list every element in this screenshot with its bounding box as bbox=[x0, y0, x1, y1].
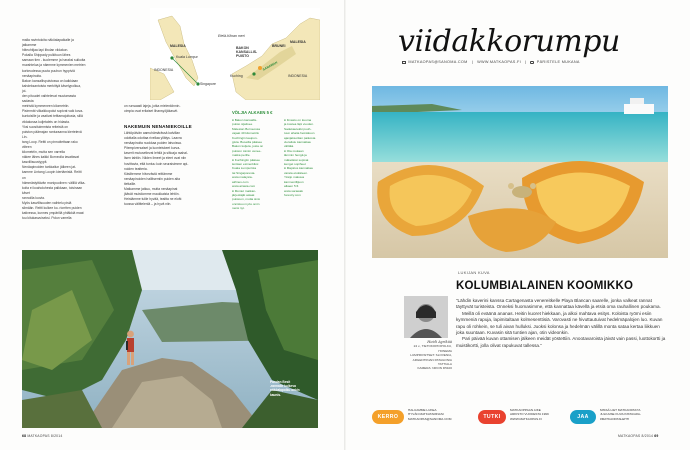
article-line: hiiteuhtijaa lapi ilbolan viidakon. bbox=[22, 48, 69, 53]
map-label-sea: Etelä-Kiinan meri bbox=[218, 34, 245, 38]
info-line: mäkelässi sopivat bbox=[284, 157, 309, 162]
article-line: samaan tien - kuolemme ja haraksi sulkoita bbox=[22, 58, 86, 63]
info-line: www.sarawak bbox=[284, 188, 303, 193]
article-column-1 bbox=[22, 38, 86, 221]
author-detail: ARGENTIINAN PATAGONIA bbox=[412, 357, 452, 362]
author-caption bbox=[400, 340, 452, 371]
map-label-indonesia-west: INDONESIA bbox=[154, 68, 174, 72]
article-line: lisen tahtiin. Niiden ilmeet ja eleet ovat niin bbox=[124, 156, 187, 161]
article-line: puiston päämajan ranturaanna kiertelevä Lin- bbox=[22, 129, 82, 139]
article-line: tiettaille. bbox=[124, 181, 137, 186]
map-label-malesia-west: MALESIA bbox=[170, 44, 186, 48]
info-line: vierailuiu kannattaa bbox=[284, 140, 311, 145]
map-label-bako-park: BAKON KANSALLIS-PUISTO bbox=[236, 46, 258, 58]
info-line: Kuala Lumpurista bbox=[232, 166, 257, 171]
map-label-indonesia-east: INDONESIA bbox=[288, 74, 308, 78]
info-line: ● Bakon kansallis- bbox=[232, 118, 258, 122]
practical-info-col-1 bbox=[232, 118, 280, 211]
author-detail: LUMPROSITSET: SLOVENIA, bbox=[410, 353, 452, 358]
section-heading: NAKEMUIN NENANIEKOILLE bbox=[124, 124, 192, 129]
map-label-sarawak: SARAWAK bbox=[262, 60, 279, 72]
info-line: Sadekautekki puuh- bbox=[284, 126, 312, 131]
article-line: Yksi suosituimmista reiteistä on bbox=[22, 124, 68, 129]
info-line: Kuchingin kaupun- bbox=[232, 135, 258, 140]
byline-social: PÄRISTELE MUKANA bbox=[536, 60, 580, 64]
badge-jaa: JAA bbox=[570, 410, 596, 424]
article-line: koita ei koaholuhesta palkkaan, toisinaan kävet bbox=[22, 185, 83, 195]
badge-text-line[interactable]: #MATKAOPASLEHTI bbox=[600, 416, 630, 421]
story-body bbox=[456, 298, 666, 349]
info-line: puiston toimin venee- bbox=[232, 148, 262, 153]
section-title: viidakkorumpu bbox=[398, 24, 620, 59]
article-line: näkee lähes kaikki Borneolla tavattavat bbox=[22, 155, 79, 160]
info-line: järjestäjät asiaat bbox=[232, 192, 255, 197]
map-label-brunei: BRUNEI bbox=[272, 44, 286, 48]
article-line: jäävät muistiomme maukkaista lehtiin. bbox=[124, 192, 180, 197]
badge-text-line: HALUAMME LUKEA bbox=[408, 408, 437, 412]
info-line: ajanjaksoittan paikosta bbox=[284, 135, 316, 140]
info-line: kanmenillijuun bbox=[284, 179, 304, 184]
article-line: tang Loop. Reitti on pinnoitettaan rako viiteen bbox=[22, 139, 78, 149]
info-line: ● Kuchingiin pääsee bbox=[232, 157, 261, 162]
article-column-1-lines bbox=[22, 38, 86, 221]
article-line: Pokalla Shippady pulkituun lähes bbox=[22, 53, 71, 58]
badge-text-line[interactable]: WWW.MATKAOPAS.FI bbox=[510, 416, 542, 421]
boat bbox=[624, 104, 654, 114]
mail-icon bbox=[402, 61, 406, 64]
info-line: välttää. bbox=[284, 144, 294, 149]
social-icon bbox=[530, 61, 534, 64]
badge-text-line: MISSÄ LIET MATKAOPAS?A bbox=[600, 408, 641, 412]
section-byline: MATKAOPAS@SANOMA.COM | WWW.MATKAOPAS.FI | PÄRISTELE MUKANA bbox=[402, 60, 580, 64]
article-line: Lähtöpäivän aamuhämärässä kalvillan bbox=[124, 131, 181, 135]
story-kicker: LUKIJAN KUVA bbox=[458, 270, 490, 275]
map-graphic bbox=[150, 8, 320, 100]
map-label-singapore: Singapore bbox=[200, 82, 216, 86]
crab-pineapple-photo bbox=[372, 86, 668, 258]
article-line: nenäapinoiden hallitsemiin puiden alta bbox=[124, 176, 180, 181]
article-line: den pituudet vaihtelevat muutamasta sadasta bbox=[22, 94, 76, 104]
info-line: varata etukäteen. bbox=[284, 170, 308, 175]
page-number-right: 69 bbox=[654, 434, 659, 438]
article-column-2b bbox=[124, 131, 224, 207]
article-line: hämmästyttävän monipuolinen: välillä vilka- bbox=[22, 180, 86, 185]
article-line: kamme Lintang Loopin kiertämistä. Reitti on bbox=[22, 170, 82, 180]
badge-kerro: KERRO bbox=[372, 410, 404, 424]
article-line: korkeudessa puuta puuhun hyppiviä bbox=[22, 68, 75, 73]
story-paragraph: Meillä oli eväänä ananas. Heitin kuoret hiekkaan, ja alkoi mahtava esitys. Koloista ryömi esiin kymmeniä rapuja, lapimitaltaan kolmesenttisiä. Varovasti ne hivuttautuivat hedelmäpalojen luo. Kuvan rapu oli rohkein, se tuli aivan hulluksi. Juoksi kolonsa ja hedelmän välillä monta sataa kertaa liikkuen joka suuntaan. Kuvasin sitä tuntien ajan, otin videonkin. bbox=[456, 310, 663, 336]
article-column-2-lines bbox=[124, 104, 224, 114]
kuching-marker bbox=[252, 72, 255, 75]
folio-left bbox=[22, 434, 62, 438]
issue-label-left: MATKAOPAS 8/2014 bbox=[27, 434, 63, 438]
info-line: puisto sijaitsee bbox=[232, 122, 253, 127]
article-line: Nenäapinoiden tarkkailun jälkeen jat- bbox=[22, 165, 77, 170]
info-line: puistoon, mutta sinä bbox=[232, 197, 260, 202]
article-line: tuossa välittelenlä – ja hyvä niin. bbox=[124, 202, 172, 207]
article-line: odottalla odottaa rivellaa yllätys. Laavra bbox=[124, 136, 182, 141]
story-title: KOLUMBIALAINEN KOOMIKKO bbox=[456, 280, 634, 292]
article-line: Bakon kansallispuistossa on kaikkiaan bbox=[22, 78, 79, 83]
badge-text-line[interactable]: MATKAOPAS@SANOMA.COM bbox=[408, 416, 452, 421]
author-detail: KAMERA: NIKON D5100 bbox=[417, 366, 452, 371]
article-line: kaverit mutusetlevat lehtiä ja siltoaja raahal- bbox=[124, 151, 188, 156]
article-line: kativessa, kunnes ympärillä yhtäkkiä maat bbox=[22, 211, 84, 216]
article-line: rannoilla luovia. bbox=[22, 195, 45, 200]
info-line: airlines.com bbox=[232, 179, 249, 184]
folio-right bbox=[618, 434, 658, 438]
article-line: Heistämme tulile hyvää, teaitta ne elvät bbox=[124, 197, 182, 202]
badge-text-line: ARKISTO VUODESTA 1999 bbox=[510, 412, 549, 417]
map-label-kuching: Kuching bbox=[230, 74, 243, 78]
photo-caption-line: Pandan Besit bbox=[270, 380, 291, 384]
article-line: huvittavia, että tuntuu kuin seuraisimme api- bbox=[124, 161, 189, 166]
badge-tutki: TUTKI bbox=[478, 410, 506, 424]
author-detail: TATTIALA bbox=[438, 362, 452, 367]
info-line: ● Ota mukaan bbox=[284, 148, 304, 153]
map-label-malesia-east: MALESIA bbox=[290, 40, 306, 44]
info-line: vajaat 40 kilometriä bbox=[232, 131, 259, 136]
article-line: nenäapinoita nuokkaa puiden latvoissa. bbox=[124, 141, 182, 146]
borneo-map bbox=[150, 8, 320, 100]
article-line: on runsaasti lajeja, jotka mielenkiinnin- bbox=[124, 104, 181, 108]
info-line: Yksijo makuua bbox=[284, 175, 305, 180]
badge-text-line: HYVÄN MATKATARINASI bbox=[408, 412, 444, 417]
article-line: kuntoisille ja vaativat telttamajoitusta, sillä bbox=[22, 114, 83, 119]
article-column-2b-lines bbox=[124, 131, 224, 207]
info-line: lämmin hengä ja bbox=[284, 153, 307, 158]
info-line: www.airasia.com bbox=[232, 184, 256, 189]
page-number-left: 68 bbox=[22, 434, 27, 438]
article-line: silmään. Reitti kulkee ko- riorriten puiden bbox=[22, 206, 82, 211]
article-line: Käsiltemme hiivevästä reittämme bbox=[124, 171, 173, 176]
info-line: ● Moniet matkan- bbox=[232, 188, 257, 193]
article-line: viidakossa kuljetaleis on hidasta. bbox=[22, 119, 70, 124]
story-paragraph: ”Lähdin kaverini kanssa Cartagenasta venereitkelle Playa Blancan saarelle, jonka valkeat rannat täyttyvät turisteista. Onneksi huomasimme, että kannattaa kävellä ja etsiä oma rauhallinen poukama. bbox=[456, 298, 661, 310]
issue-label-right: MATKAOPAS 8/2014 bbox=[618, 434, 654, 438]
info-line: kenget sopiheet bbox=[284, 162, 306, 167]
info-line: ● Ilmasto on kuuma bbox=[284, 118, 312, 122]
info-line: nenä nyt. bbox=[232, 206, 245, 211]
article-line: nenäapinoita. bbox=[22, 73, 42, 78]
practical-info-heading: VÖLJIA ALKAEN 5 € bbox=[232, 110, 273, 115]
info-line: Malesian Borneossa bbox=[232, 126, 261, 131]
author-portrait bbox=[404, 296, 448, 338]
info-line: lentäen esimerkiksi bbox=[232, 162, 259, 167]
info-line: Bakon kuljeta, josta on bbox=[232, 144, 264, 149]
badge-text-line: MATKAOPPAAN AIKE bbox=[510, 408, 541, 412]
article-line: Pitempiversaiset ja luonteiskeet kurva- bbox=[124, 146, 181, 151]
byline-website[interactable]: WWW.MATKAOPAS.FI bbox=[477, 60, 521, 64]
badge-text-line: JULKAISE KUVA INSTAGRA- bbox=[600, 412, 641, 417]
article-line: Matkamme jatkuu, mutta nenäapinat bbox=[124, 187, 178, 192]
info-line: forestry.com bbox=[284, 192, 301, 197]
photo-caption-line: -rannalle kulkeva bbox=[270, 384, 296, 389]
story-paragraph: Pari päivää kuvan ottamisen jälkeen meidät yöstettiin. Anootavaroista jäivät vain passi, luottokortti ja muistikortti, jolla olivat rapukuvat tallessa.” bbox=[456, 336, 666, 348]
article-line: murahtelua ja näemme kymmenien metrien bbox=[22, 63, 86, 68]
spine-gutter bbox=[344, 0, 346, 450]
info-line: onnistuu myös omin bbox=[232, 201, 260, 206]
info-line: matka perille. bbox=[232, 153, 251, 158]
photo-caption-line: näköalapolku onkin bbox=[270, 388, 300, 393]
byline-email[interactable]: MATKAOPAS@SANOMA.COM bbox=[408, 60, 468, 64]
practical-info-col-2 bbox=[284, 118, 332, 197]
info-line: tuun ahaita heinäkuun bbox=[284, 131, 315, 136]
article-line: Myös kasvillisuuden vaihtelu pisiä bbox=[22, 201, 72, 205]
info-line: alkaen 5 €. bbox=[284, 184, 300, 189]
info-line: ja kostea läpi vuoden. bbox=[284, 122, 314, 127]
info-line: www.malaysia- bbox=[232, 175, 253, 180]
article-column-2 bbox=[124, 104, 224, 114]
info-line: tai Singaporesta. bbox=[232, 170, 256, 175]
article-line: metristä kymmeneen kilometriin. bbox=[22, 104, 70, 109]
article-line: Pisimmät vilkaikkopolut sopivat vaik kova- bbox=[22, 109, 84, 114]
author-detail: HONEMA bbox=[438, 348, 452, 353]
jungle-trail-photo bbox=[22, 250, 318, 428]
author-name: Heidi Ayrikää bbox=[427, 340, 452, 344]
article-line: kasvillisuustyypit. bbox=[22, 160, 48, 165]
article-line: malla ravintoloita näköalapaikalle ja jatkamme bbox=[22, 38, 74, 48]
article-line: noiden teatteria. bbox=[124, 166, 148, 171]
kuala-lumpur-marker bbox=[170, 56, 173, 59]
author-detail: 24 v., TIETOKOPIOPOLKU, bbox=[413, 344, 452, 349]
photo-caption-line: kaunis. bbox=[270, 392, 281, 397]
badge-jaa-text bbox=[600, 408, 670, 421]
article-line: tuu kitukasvuiseksi. Polun varrella bbox=[22, 216, 72, 221]
article-line: kilometriin, mutta sen varrella bbox=[22, 150, 65, 155]
practical-info-box bbox=[232, 110, 334, 218]
article-line: kahdeksantoista merkittyä kävelypolkua, joi- bbox=[22, 83, 82, 93]
article-line: oimpia ovat erilaiset lihansyöjäkasvit. bbox=[124, 109, 179, 114]
info-line: gista. Buseilla pääsee bbox=[232, 140, 263, 145]
info-line: ● Majoitus kannattaa bbox=[284, 166, 313, 171]
photo-caption bbox=[270, 380, 318, 397]
map-label-kuala-lumpur: Kuala Lumpur bbox=[176, 55, 198, 59]
